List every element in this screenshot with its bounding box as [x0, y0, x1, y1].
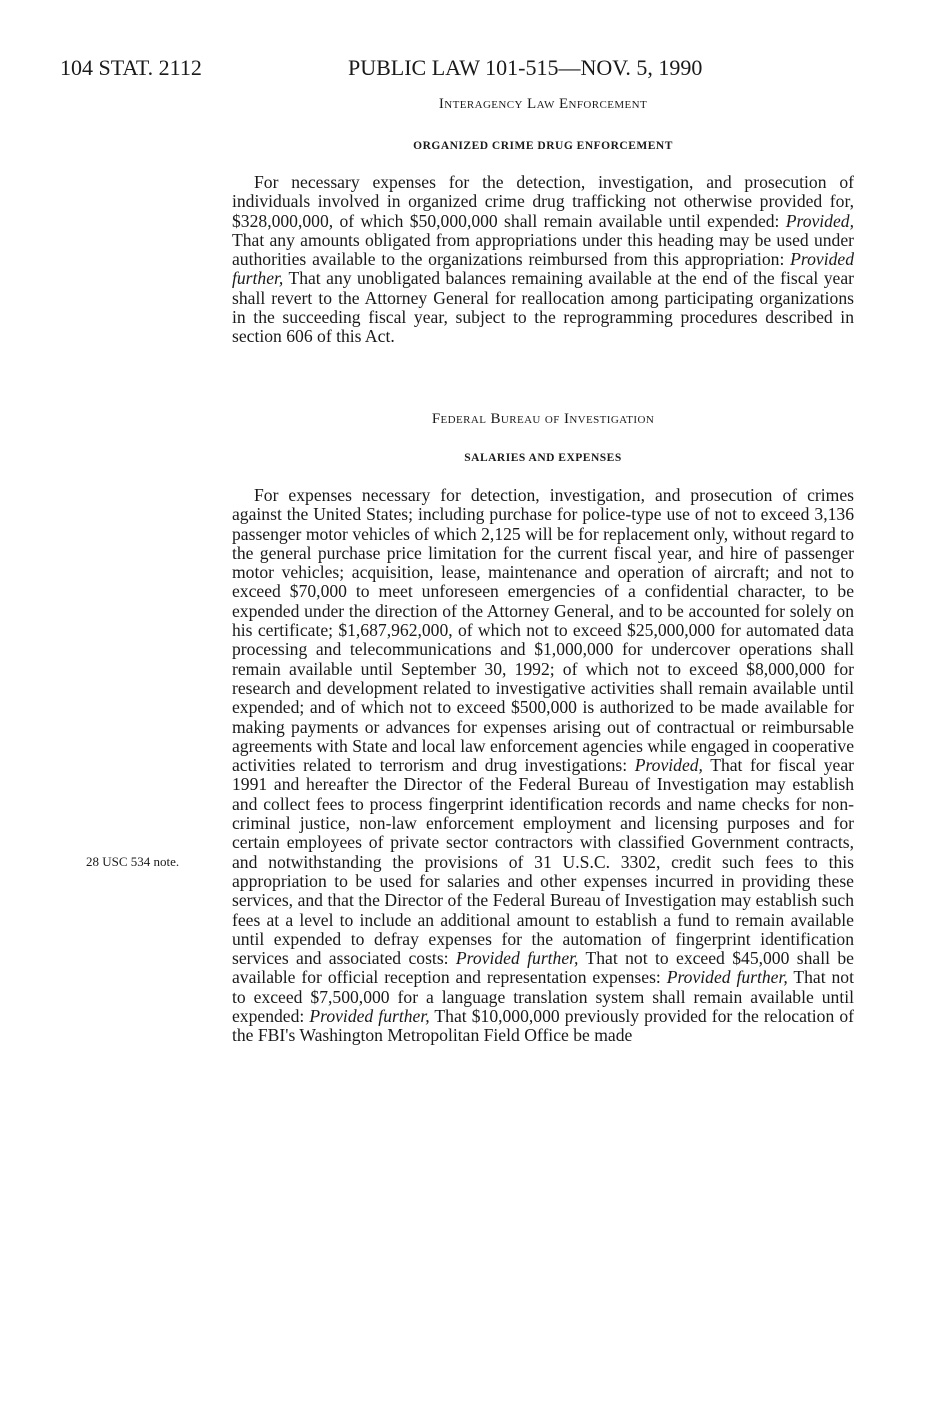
- page-header: [60, 52, 880, 84]
- subheading-salaries-expenses: SALARIES AND EXPENSES: [464, 452, 622, 464]
- paragraph-organized-crime: For necessary expenses for the detection, investigation, and prosecution of individuals involved in organized crime drug trafficking not otherwise provided for, $328,000,000, of which $50,000,000 shall remain available until expended: Provided, That any amounts obligated from appropriations under this heading may be used under authorities available to the organizations reimbursed from this appropriation: Provided further, That any unobligated balances remaining available at the end of the fiscal year shall revert to the Attorney General for reallocation among participating organizations in the succeeding fiscal year, subject to the reprogramming procedures described in section 606 of this Act.: [232, 172, 854, 347]
- section-heading-interagency: Interagency Law Enforcement: [438, 96, 648, 112]
- subheading-organized-crime: ORGANIZED CRIME DRUG ENFORCEMENT: [413, 140, 673, 152]
- margin-note-usc: 28 USC 534 note.: [86, 854, 180, 869]
- stat-page-number: 104 STAT. 2112: [60, 55, 202, 80]
- public-law-citation: PUBLIC LAW 101-515—NOV. 5, 1990: [348, 55, 703, 80]
- paragraph-fbi-salaries: For expenses necessary for detection, investigation, and prosecution of crimes against the United States; including purchase for police-type use of not to exceed 3,136 passenger motor vehicles of which 2,125 will be for replacement only, without regard to the general purchase price limitation for the current fiscal year, and hire of passenger motor vehicles; acquisition, lease, maintenance and operation of aircraft; and not to exceed $70,000 to meet unforeseen emergencies of a confidential character, to be expended under the direction of the Attorney General, and to be accounted for solely on his certificate; $1,687,962,000, of which not to exceed $25,000,000 for automated data processing and telecommunications and $1,000,000 for undercover operations shall remain available until September 30, 1992; of which not to exceed $8,000,000 for research and development related to investigative activities shall remain available until expended; and of which not to exceed $500,000 is authorized to be made available for making payments or advances for expenses arising out of contractual or reimbursable agreements with State and local law enforcement agencies while engaged in cooperative activities related to terrorism and drug investigations: Provided, That for fiscal year 1991 and hereafter the Director of the Federal Bureau of Investigation may establish and collect fees to process fingerprint identification records and name checks for non-criminal justice, non-law enforcement employment and licensing purposes and for certain employees of private sector contractors with classified Government contracts, and notwithstanding the provisions of 31 U.S.C. 3302, credit such fees to this appropriation to be used for salaries and other expenses incurred in providing these services, and that the Director of the Federal Bureau of Investigation may establish such fees at a level to include an additional amount to establish a fund to remain available until expended to defray expenses for the automation of fingerprint identification services and associated costs: Provided further, That not to exceed $45,000 shall be available for official reception and representation expenses: Provided further, That not to exceed $7,500,000 for a language translation system shall remain available until expended: Provided further, That $10,000,000 previously provided for the relocation of the FBI's Washington Metropolitan Field Office be made: [232, 485, 855, 1046]
- section-heading-fbi: Federal Bureau of Investigation: [431, 411, 655, 427]
